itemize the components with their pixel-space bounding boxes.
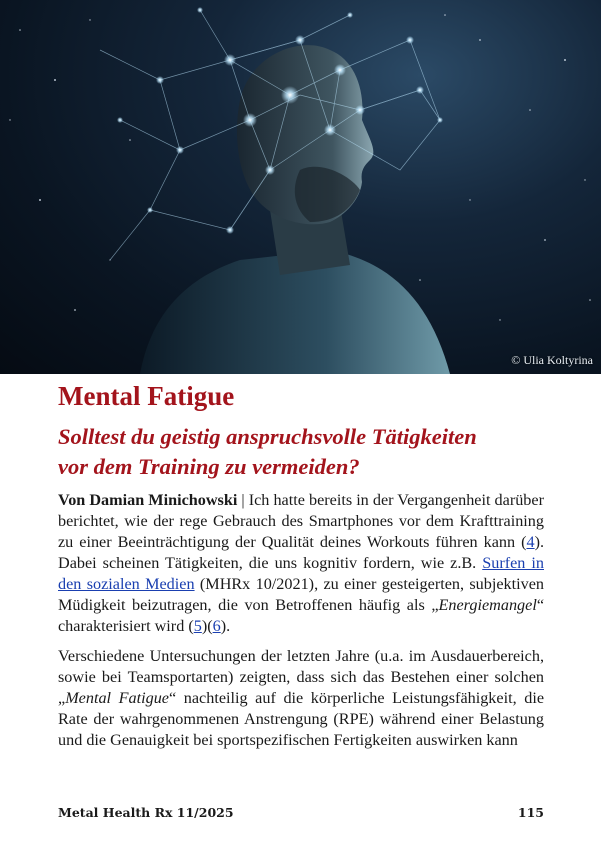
reference-link-5[interactable]: 5 bbox=[193, 617, 202, 635]
paragraph-2 bbox=[58, 646, 544, 751]
page-number: 115 bbox=[517, 805, 544, 820]
author-byline: Von Damian Minichowski bbox=[58, 491, 238, 509]
publication-name: Metal Health Rx 11/2025 bbox=[58, 805, 234, 820]
paragraph-1-text-e: )( bbox=[201, 617, 213, 635]
paragraph-2-text-b: “ nachteilig auf die körperliche Leistungsfähigkeit, die Rate der wahrgenommenen Anstrengung (RPE) während einer Belastung und die Genauigkeit bei sportspezifischen Fertigkeiten auswirken kann bbox=[58, 689, 544, 749]
article-title: Mental Fatigue bbox=[58, 381, 235, 411]
paragraph-1-text-c: (MHRx 10/2021), zu einer gesteigerten, subjektiven Müdigkeit beizutragen, die von Betroffenen häufig als „ bbox=[58, 575, 545, 614]
paragraph-1-text-a: | Ich hatte bereits in der Vergangenheit darüber berichtet, wie der rege Gebrauch des Smartphones vor dem Krafttraining zu einer Beeinträchtigung der Qualität deines Workouts führen kann ( bbox=[58, 491, 544, 551]
paragraph-1-text-b: ). Dabei scheinen Tätigkeiten, die uns kognitiv fordern, wie z.B. bbox=[58, 533, 544, 572]
hero-illustration bbox=[0, 0, 601, 374]
reference-link-4[interactable]: 4 bbox=[526, 533, 535, 551]
subtitle-line-1: Solltest du geistig anspruchsvolle Tätigkeiten bbox=[58, 424, 477, 449]
mental-fatigue-term: Mental Fatigue bbox=[65, 689, 169, 707]
social-media-article-link[interactable]: Surfen in den sozialen Medien bbox=[58, 554, 544, 593]
page-footer bbox=[58, 805, 544, 825]
reference-link-6[interactable]: 6 bbox=[212, 617, 221, 635]
paragraph-1 bbox=[58, 490, 544, 637]
paragraph-2-text-a: Verschiedene Untersuchungen der letzten Jahre (u.a. im Ausdauerbereich, sowie bei Teamsportarten) zeigten, dass sich das Bestehen einer solchen „ bbox=[58, 647, 544, 707]
paragraph-1-text-d: “ charakterisiert wird ( bbox=[58, 596, 544, 635]
subtitle-line-2: vor dem Training zu vermeiden? bbox=[58, 454, 360, 479]
article bbox=[58, 374, 544, 751]
photo-credit: © Ulia Koltyrina bbox=[511, 353, 593, 367]
hero-image bbox=[0, 0, 601, 374]
paragraph-1-text-f: ). bbox=[220, 617, 231, 635]
article-subtitle bbox=[58, 422, 544, 482]
energiemangel-term: Energiemangel bbox=[438, 596, 537, 614]
